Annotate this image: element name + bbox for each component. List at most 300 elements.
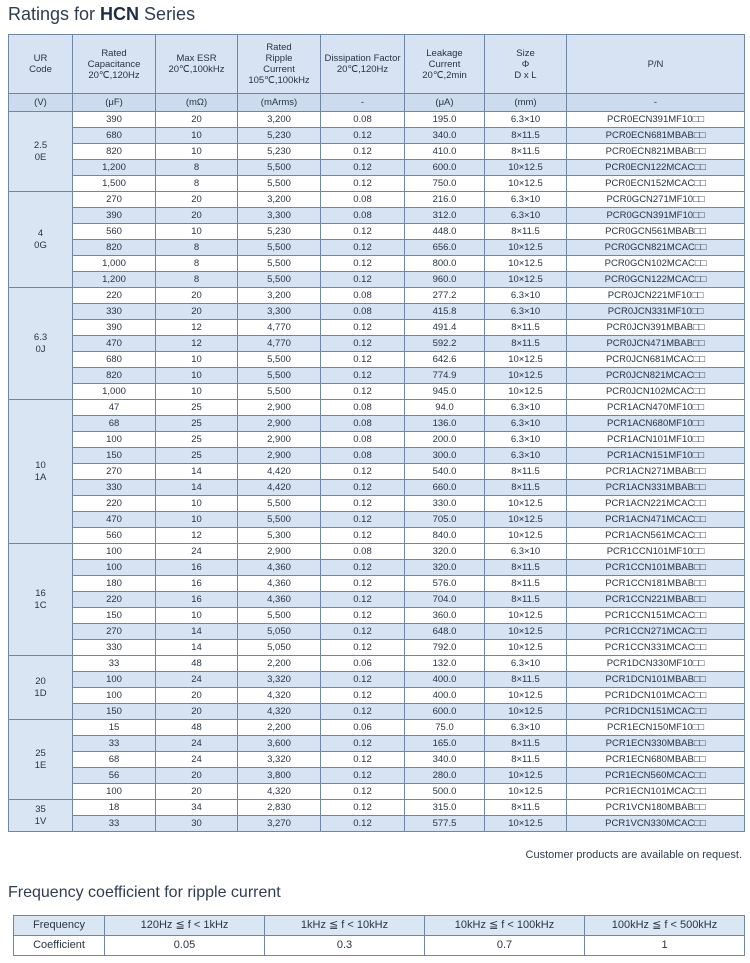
capacitance-cell: 100: [73, 688, 156, 704]
size-cell: 8×11.5: [485, 752, 567, 768]
size-cell: 6.3×10: [485, 416, 567, 432]
size-cell: 8×11.5: [485, 576, 567, 592]
capacitance-cell: 560: [73, 224, 156, 240]
size-cell: 10×12.5: [485, 368, 567, 384]
esr-cell: 20: [156, 192, 238, 208]
header-dissipation: Dissipation Factor 20℃,120Hz: [321, 35, 405, 94]
ratings-body: [9, 112, 745, 832]
esr-cell: 10: [156, 512, 238, 528]
size-cell: 8×11.5: [485, 800, 567, 816]
capacitance-cell: 220: [73, 592, 156, 608]
leakage-cell: 280.0: [405, 768, 485, 784]
capacitance-cell: 1,200: [73, 160, 156, 176]
table-row: [9, 240, 745, 256]
size-cell: 10×12.5: [485, 240, 567, 256]
esr-cell: 10: [156, 224, 238, 240]
ripple-cell: 5,500: [238, 240, 321, 256]
dissipation-cell: 0.12: [321, 128, 405, 144]
esr-cell: 10: [156, 368, 238, 384]
part-number-cell: PCR1ACN471MCAC□□: [567, 512, 745, 528]
ripple-cell: 3,270: [238, 816, 321, 832]
table-row: [9, 512, 745, 528]
capacitance-cell: 680: [73, 128, 156, 144]
part-number-cell: PCR0GCN102MCAC□□: [567, 256, 745, 272]
ripple-cell: 3,200: [238, 288, 321, 304]
dissipation-cell: 0.12: [321, 496, 405, 512]
size-cell: 8×11.5: [485, 128, 567, 144]
part-number-cell: PCR0GCN271MF10□□: [567, 192, 745, 208]
table-row: [9, 304, 745, 320]
capacitance-cell: 820: [73, 144, 156, 160]
leakage-cell: 415.8: [405, 304, 485, 320]
ripple-cell: 5,230: [238, 128, 321, 144]
esr-cell: 20: [156, 704, 238, 720]
leakage-cell: 500.0: [405, 784, 485, 800]
customer-note: Customer products are available on request.: [525, 849, 742, 861]
esr-cell: 16: [156, 592, 238, 608]
size-cell: 10×12.5: [485, 496, 567, 512]
frequency-row: [14, 916, 745, 936]
dissipation-cell: 0.08: [321, 400, 405, 416]
capacitance-cell: 270: [73, 464, 156, 480]
size-cell: 6.3×10: [485, 544, 567, 560]
ripple-cell: 3,200: [238, 112, 321, 128]
voltage-code: 2.5 0E: [9, 112, 73, 192]
leakage-cell: 540.0: [405, 464, 485, 480]
capacitance-cell: 330: [73, 304, 156, 320]
table-row: [9, 320, 745, 336]
leakage-cell: 315.0: [405, 800, 485, 816]
ripple-cell: 5,500: [238, 608, 321, 624]
part-number-cell: PCR0ECN681MBAB□□: [567, 128, 745, 144]
unit-leakage: (μA): [405, 94, 485, 112]
dissipation-cell: 0.08: [321, 208, 405, 224]
table-row: [9, 256, 745, 272]
table-row: [9, 608, 745, 624]
header-capacitance: Rated Capacitance 20℃,120Hz: [73, 35, 156, 94]
ripple-cell: 5,230: [238, 224, 321, 240]
leakage-cell: 576.0: [405, 576, 485, 592]
dissipation-cell: 0.12: [321, 784, 405, 800]
esr-cell: 20: [156, 288, 238, 304]
unit-capacitance: (μF): [73, 94, 156, 112]
leakage-cell: 592.2: [405, 336, 485, 352]
ripple-cell: 4,360: [238, 592, 321, 608]
dissipation-cell: 0.12: [321, 768, 405, 784]
leakage-cell: 750.0: [405, 176, 485, 192]
table-row: [9, 400, 745, 416]
ripple-cell: 4,320: [238, 704, 321, 720]
table-row: [9, 672, 745, 688]
unit-dissipation: -: [321, 94, 405, 112]
leakage-cell: 800.0: [405, 256, 485, 272]
dissipation-cell: 0.12: [321, 608, 405, 624]
part-number-cell: PCR0GCN391MF10□□: [567, 208, 745, 224]
esr-cell: 24: [156, 752, 238, 768]
part-number-cell: PCR1ECN560MCAC□□: [567, 768, 745, 784]
capacitance-cell: 33: [73, 656, 156, 672]
part-number-cell: PCR1CCN221MBAB□□: [567, 592, 745, 608]
size-cell: 10×12.5: [485, 816, 567, 832]
capacitance-cell: 100: [73, 560, 156, 576]
leakage-cell: 300.0: [405, 448, 485, 464]
dissipation-cell: 0.12: [321, 480, 405, 496]
ripple-cell: 3,300: [238, 304, 321, 320]
table-row: [9, 448, 745, 464]
size-cell: 8×11.5: [485, 592, 567, 608]
dissipation-cell: 0.12: [321, 352, 405, 368]
leakage-cell: 200.0: [405, 432, 485, 448]
part-number-cell: PCR0JCN391MBAB□□: [567, 320, 745, 336]
size-cell: 6.3×10: [485, 448, 567, 464]
frequency-range: 10kHz ≦ f < 100kHz: [425, 916, 585, 936]
capacitance-cell: 18: [73, 800, 156, 816]
leakage-cell: 648.0: [405, 624, 485, 640]
dissipation-cell: 0.12: [321, 336, 405, 352]
capacitance-cell: 15: [73, 720, 156, 736]
part-number-cell: PCR1VCN330MCAC□□: [567, 816, 745, 832]
leakage-cell: 960.0: [405, 272, 485, 288]
part-number-cell: PCR1CCN101MBAB□□: [567, 560, 745, 576]
esr-cell: 34: [156, 800, 238, 816]
capacitance-cell: 820: [73, 368, 156, 384]
dissipation-cell: 0.12: [321, 688, 405, 704]
size-cell: 8×11.5: [485, 144, 567, 160]
capacitance-cell: 390: [73, 208, 156, 224]
coefficient-value: 0.3: [265, 936, 425, 956]
dissipation-cell: 0.06: [321, 720, 405, 736]
units-row: [9, 94, 745, 112]
ripple-cell: 5,500: [238, 272, 321, 288]
part-number-cell: PCR1ACN101MF10□□: [567, 432, 745, 448]
esr-cell: 10: [156, 384, 238, 400]
size-cell: 8×11.5: [485, 224, 567, 240]
table-row: [9, 272, 745, 288]
table-row: [9, 144, 745, 160]
capacitance-cell: 100: [73, 672, 156, 688]
voltage-code: 6.3 0J: [9, 288, 73, 400]
size-cell: 10×12.5: [485, 624, 567, 640]
leakage-cell: 600.0: [405, 160, 485, 176]
part-number-cell: PCR1CCN331MCAC□□: [567, 640, 745, 656]
capacitance-cell: 47: [73, 400, 156, 416]
esr-cell: 14: [156, 464, 238, 480]
table-row: [9, 368, 745, 384]
part-number-cell: PCR0ECN821MBAB□□: [567, 144, 745, 160]
capacitance-cell: 820: [73, 240, 156, 256]
dissipation-cell: 0.08: [321, 112, 405, 128]
leakage-cell: 410.0: [405, 144, 485, 160]
table-row: [9, 336, 745, 352]
voltage-code: 20 1D: [9, 656, 73, 720]
dissipation-cell: 0.12: [321, 144, 405, 160]
part-number-cell: PCR1ACN331MBAB□□: [567, 480, 745, 496]
size-cell: 8×11.5: [485, 560, 567, 576]
dissipation-cell: 0.08: [321, 432, 405, 448]
leakage-cell: 705.0: [405, 512, 485, 528]
part-number-cell: PCR1DCN151MCAC□□: [567, 704, 745, 720]
esr-cell: 10: [156, 352, 238, 368]
ripple-cell: 4,320: [238, 688, 321, 704]
dissipation-cell: 0.12: [321, 272, 405, 288]
table-row: [9, 464, 745, 480]
header-code: UR Code: [9, 35, 73, 94]
esr-cell: 20: [156, 304, 238, 320]
dissipation-cell: 0.12: [321, 464, 405, 480]
esr-cell: 24: [156, 544, 238, 560]
esr-cell: 14: [156, 480, 238, 496]
frequency-title: Frequency coefficient for ripple current: [8, 884, 281, 901]
ripple-cell: 4,770: [238, 320, 321, 336]
leakage-cell: 945.0: [405, 384, 485, 400]
ripple-cell: 3,300: [238, 208, 321, 224]
esr-cell: 25: [156, 448, 238, 464]
size-cell: 10×12.5: [485, 384, 567, 400]
part-number-cell: PCR0ECN152MCAC□□: [567, 176, 745, 192]
dissipation-cell: 0.12: [321, 368, 405, 384]
dissipation-cell: 0.12: [321, 816, 405, 832]
size-cell: 10×12.5: [485, 704, 567, 720]
dissipation-cell: 0.12: [321, 528, 405, 544]
size-cell: 6.3×10: [485, 304, 567, 320]
table-row: [9, 416, 745, 432]
size-cell: 10×12.5: [485, 528, 567, 544]
esr-cell: 14: [156, 640, 238, 656]
table-row: [9, 208, 745, 224]
frequency-range: 100kHz ≦ f < 500kHz: [585, 916, 745, 936]
leakage-cell: 400.0: [405, 688, 485, 704]
size-cell: 6.3×10: [485, 208, 567, 224]
capacitance-cell: 390: [73, 320, 156, 336]
capacitance-cell: 330: [73, 480, 156, 496]
header-pn: P/N: [567, 35, 745, 94]
table-row: [9, 352, 745, 368]
esr-cell: 20: [156, 208, 238, 224]
esr-cell: 20: [156, 112, 238, 128]
size-cell: 8×11.5: [485, 336, 567, 352]
capacitance-cell: 100: [73, 432, 156, 448]
leakage-cell: 491.4: [405, 320, 485, 336]
part-number-cell: PCR0JCN681MCAC□□: [567, 352, 745, 368]
table-row: [9, 768, 745, 784]
voltage-code: 4 0G: [9, 192, 73, 288]
dissipation-cell: 0.08: [321, 192, 405, 208]
ripple-cell: 2,900: [238, 400, 321, 416]
ripple-cell: 3,320: [238, 672, 321, 688]
part-number-cell: PCR1VCN180MBAB□□: [567, 800, 745, 816]
ripple-cell: 4,770: [238, 336, 321, 352]
title-suffix: Series: [139, 4, 196, 24]
size-cell: 6.3×10: [485, 432, 567, 448]
esr-cell: 14: [156, 624, 238, 640]
ripple-cell: 5,230: [238, 144, 321, 160]
table-row: [9, 112, 745, 128]
header-size: Size Φ D x L: [485, 35, 567, 94]
leakage-cell: 340.0: [405, 128, 485, 144]
ripple-cell: 2,900: [238, 432, 321, 448]
part-number-cell: PCR0JCN821MCAC□□: [567, 368, 745, 384]
ripple-cell: 3,200: [238, 192, 321, 208]
esr-cell: 10: [156, 144, 238, 160]
table-row: [9, 736, 745, 752]
coefficient-value: 0.05: [105, 936, 265, 956]
part-number-cell: PCR1ECN101MCAC□□: [567, 784, 745, 800]
size-cell: 10×12.5: [485, 640, 567, 656]
size-cell: 6.3×10: [485, 288, 567, 304]
dissipation-cell: 0.12: [321, 624, 405, 640]
esr-cell: 48: [156, 720, 238, 736]
capacitance-cell: 150: [73, 608, 156, 624]
esr-cell: 10: [156, 496, 238, 512]
table-row: [9, 544, 745, 560]
dissipation-cell: 0.12: [321, 560, 405, 576]
table-row: [9, 624, 745, 640]
part-number-cell: PCR1DCN101MCAC□□: [567, 688, 745, 704]
dissipation-cell: 0.08: [321, 544, 405, 560]
leakage-cell: 132.0: [405, 656, 485, 672]
ripple-cell: 3,320: [238, 752, 321, 768]
size-cell: 8×11.5: [485, 320, 567, 336]
esr-cell: 20: [156, 784, 238, 800]
capacitance-cell: 220: [73, 496, 156, 512]
ripple-cell: 5,500: [238, 384, 321, 400]
coefficient-value: 0.7: [425, 936, 585, 956]
table-row: [9, 656, 745, 672]
voltage-code: 25 1E: [9, 720, 73, 800]
table-row: [9, 224, 745, 240]
part-number-cell: PCR0GCN821MCAC□□: [567, 240, 745, 256]
capacitance-cell: 330: [73, 640, 156, 656]
capacitance-cell: 560: [73, 528, 156, 544]
capacitance-cell: 470: [73, 336, 156, 352]
ripple-cell: 5,500: [238, 160, 321, 176]
esr-cell: 10: [156, 128, 238, 144]
unit-ripple: (mArms): [238, 94, 321, 112]
esr-cell: 8: [156, 272, 238, 288]
part-number-cell: PCR1CCN271MCAC□□: [567, 624, 745, 640]
leakage-cell: 320.0: [405, 544, 485, 560]
esr-cell: 25: [156, 400, 238, 416]
table-row: [9, 480, 745, 496]
part-number-cell: PCR1ACN680MF10□□: [567, 416, 745, 432]
size-cell: 10×12.5: [485, 512, 567, 528]
size-cell: 10×12.5: [485, 256, 567, 272]
dissipation-cell: 0.12: [321, 256, 405, 272]
ripple-cell: 5,500: [238, 256, 321, 272]
part-number-cell: PCR1ECN150MF10□□: [567, 720, 745, 736]
capacitance-cell: 220: [73, 288, 156, 304]
leakage-cell: 75.0: [405, 720, 485, 736]
dissipation-cell: 0.12: [321, 240, 405, 256]
dissipation-cell: 0.08: [321, 448, 405, 464]
ripple-cell: 5,500: [238, 176, 321, 192]
part-number-cell: PCR1DCN330MF10□□: [567, 656, 745, 672]
leakage-cell: 136.0: [405, 416, 485, 432]
dissipation-cell: 0.12: [321, 384, 405, 400]
ripple-cell: 4,420: [238, 464, 321, 480]
table-row: [9, 800, 745, 816]
size-cell: 10×12.5: [485, 160, 567, 176]
leakage-cell: 774.9: [405, 368, 485, 384]
size-cell: 10×12.5: [485, 272, 567, 288]
dissipation-cell: 0.06: [321, 656, 405, 672]
esr-cell: 12: [156, 320, 238, 336]
leakage-cell: 448.0: [405, 224, 485, 240]
voltage-code: 16 1C: [9, 544, 73, 656]
part-number-cell: PCR0JCN331MF10□□: [567, 304, 745, 320]
table-row: [9, 496, 745, 512]
capacitance-cell: 150: [73, 448, 156, 464]
dissipation-cell: 0.08: [321, 304, 405, 320]
coefficient-value: 1: [585, 936, 745, 956]
dissipation-cell: 0.12: [321, 576, 405, 592]
table-row: [9, 816, 745, 832]
capacitance-cell: 150: [73, 704, 156, 720]
dissipation-cell: 0.12: [321, 800, 405, 816]
ripple-cell: 3,800: [238, 768, 321, 784]
esr-cell: 25: [156, 432, 238, 448]
table-row: [9, 640, 745, 656]
esr-cell: 8: [156, 176, 238, 192]
esr-cell: 10: [156, 608, 238, 624]
dissipation-cell: 0.08: [321, 416, 405, 432]
leakage-cell: 312.0: [405, 208, 485, 224]
esr-cell: 24: [156, 736, 238, 752]
size-cell: 8×11.5: [485, 480, 567, 496]
esr-cell: 16: [156, 560, 238, 576]
ripple-cell: 3,600: [238, 736, 321, 752]
size-cell: 6.3×10: [485, 112, 567, 128]
part-number-cell: PCR0JCN102MCAC□□: [567, 384, 745, 400]
header-leakage: Leakage Current 20℃,2min: [405, 35, 485, 94]
table-row: [9, 720, 745, 736]
ripple-cell: 5,500: [238, 512, 321, 528]
voltage-code: 10 1A: [9, 400, 73, 544]
frequency-range: 1kHz ≦ f < 10kHz: [265, 916, 425, 936]
leakage-cell: 704.0: [405, 592, 485, 608]
ripple-cell: 4,420: [238, 480, 321, 496]
part-number-cell: PCR1DCN101MBAB□□: [567, 672, 745, 688]
part-number-cell: PCR0JCN221MF10□□: [567, 288, 745, 304]
voltage-code: 35 1V: [9, 800, 73, 832]
table-row: [9, 176, 745, 192]
capacitance-cell: 100: [73, 544, 156, 560]
esr-cell: 30: [156, 816, 238, 832]
size-cell: 6.3×10: [485, 400, 567, 416]
leakage-cell: 165.0: [405, 736, 485, 752]
table-row: [9, 192, 745, 208]
title-prefix: Ratings for: [8, 4, 101, 24]
table-row: [9, 128, 745, 144]
dissipation-cell: 0.12: [321, 512, 405, 528]
table-row: [9, 688, 745, 704]
frequency-table: [13, 915, 745, 956]
ripple-cell: 4,320: [238, 784, 321, 800]
capacitance-cell: 68: [73, 416, 156, 432]
capacitance-cell: 100: [73, 784, 156, 800]
part-number-cell: PCR0GCN561MBAB□□: [567, 224, 745, 240]
ripple-cell: 5,300: [238, 528, 321, 544]
header-ripple: Rated Ripple Current 105℃,100kHz: [238, 35, 321, 94]
part-number-cell: PCR1ACN561MCAC□□: [567, 528, 745, 544]
part-number-cell: PCR0GCN122MCAC□□: [567, 272, 745, 288]
ripple-cell: 4,360: [238, 560, 321, 576]
size-cell: 6.3×10: [485, 656, 567, 672]
ripple-cell: 5,500: [238, 496, 321, 512]
leakage-cell: 577.5: [405, 816, 485, 832]
dissipation-cell: 0.12: [321, 160, 405, 176]
ripple-cell: 2,900: [238, 448, 321, 464]
